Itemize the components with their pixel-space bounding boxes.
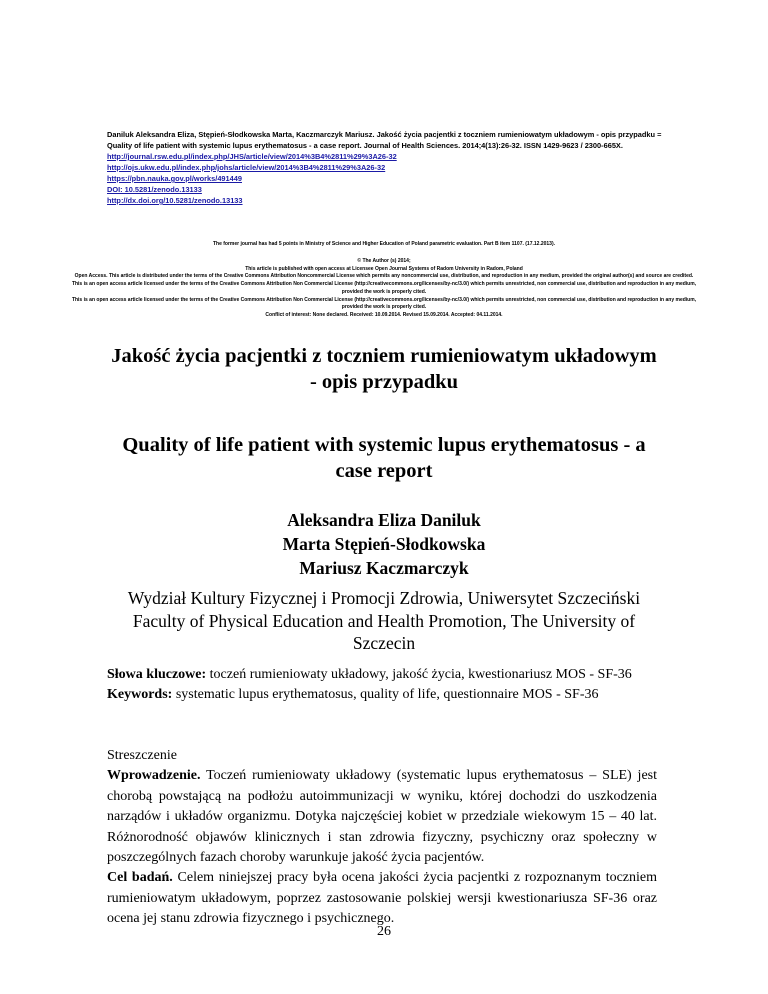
author-list: [107, 508, 661, 580]
license-open-access-2: This is an open access article licensed under the terms of the Creative Commons Attribution Non Commercial License (http://creativecommons.org/licenses/by-nc/3.0/) which permits unrestricted, non commercial use, distribution and reproduction in any medium, provided the work is properly cited.: [71, 296, 697, 311]
affiliation: Wydział Kultury Fizycznej i Promocji Zdrowia, Uniwersytet Szczeciński Faculty of Physical Education and Health Promotion, The University of Szczecin: [127, 588, 641, 653]
citation-block: [107, 129, 667, 206]
abstract-intro: [107, 766, 657, 868]
author-name: Mariusz Kaczmarczyk: [299, 558, 469, 578]
license-published: This article is published with open access at Licensee Open Journal Systems of Radom University in Radom, Poland: [245, 265, 523, 272]
abstract-aim: [107, 868, 657, 929]
keywords-en-text: systematic lupus erythematosus, quality of life, questionnaire MOS - SF-36: [175, 687, 599, 703]
ojs-link[interactable]: http://ojs.ukw.edu.pl/index.php/johs/article/view/2014%3B4%2811%29%3A26-32: [107, 163, 386, 172]
aim-text: Celem niniejszej pracy była ocena jakości życia pacjentki z rozpoznanym toczniem rumieniowatym układowym, poprzez zastosowanie polskiej wersji kwestionariusza SF-36 oraz ocena jej stanu zdrowia fizycznego i psychicznego.: [107, 870, 658, 927]
page-number: 26: [377, 924, 391, 939]
license-open-access: Open Access. This article is distributed under the terms of the Creative Commons Attribution Noncommercial License which permits any noncommercial use, distribution, and reproduction in any medium, provided the original author(s) and source are credited. This is an open access article licensed under the terms of the Creative Commons Attribution Non Commercial License (http://creativecommons.org/licenses/by-nc/3.0/) which permits unrestricted, non commercial use, distribution and reproduction in any medium, provided the work is properly cited.: [71, 273, 697, 295]
doi-url-link[interactable]: http://dx.doi.org/10.5281/zenodo.13133: [107, 196, 243, 205]
doi-link[interactable]: DOI: 10.5281/zenodo.13133: [107, 185, 202, 194]
keywords-pl-label: Słowa kluczowe:: [107, 667, 207, 682]
license-block: [70, 258, 698, 320]
aim-label: Cel badań.: [107, 870, 173, 886]
keywords-pl-text: toczeń rumieniowaty układowy, jakość życia, kwestionariusz MOS - SF-36: [209, 667, 632, 682]
license-conflict: Conflict of interest: None declared. Received: 10.09.2014. Revised 15.09.2014. Accepted: 04.11.2014.: [265, 311, 503, 318]
abstract-block: [107, 746, 657, 930]
keywords-english: [107, 685, 657, 705]
intro-label: Wprowadzenie.: [107, 768, 201, 784]
author-name: Marta Stępień-Słodkowska: [282, 534, 486, 554]
keywords-en-label: Keywords:: [107, 687, 173, 703]
title-polish: Jakość życia pacjentki z toczniem rumieniowatym układowym - opis przypadku: [111, 345, 657, 393]
journal-note: The former journal has had 5 points in Ministry of Science and Higher Education of Poland parametric evaluation. Part B item 1107. (17.12.2013).: [212, 241, 556, 247]
title-english: Quality of life patient with systemic lupus erythematosus - a case report: [122, 434, 646, 482]
journal-link[interactable]: http://journal.rsw.edu.pl/index.php/JHS/article/view/2014%3B4%2811%29%3A26-32: [107, 152, 397, 161]
keywords-block: [107, 665, 657, 706]
intro-text: Toczeń rumieniowaty układowy (systematic lupus erythematosus – SLE) jest chorobą powstającą na podłożu autoimmunizacji w wyniku, której dochodzi do uszkodzenia narządów i układów organizmu. Dotyka najczęściej kobiet w przedziale wiekowym 15 – 40 lat. Różnorodność objawów klinicznych i stan zdrowia fizyczny, psychiczny oraz społeczny w poszczególnych fazach choroby warunkuje jakość życia pacjentów.: [107, 768, 658, 866]
citation-links: [107, 151, 667, 206]
citation-text: Daniluk Aleksandra Eliza, Stępień-Słodkowska Marta, Kaczmarczyk Mariusz. Jakość życia pacjentki z toczniem rumieniowatym układowym - opis przypadku = Quality of life patient with systemic lupus erythematosus - a case report. Journal of Health Sciences. 2014;4(13):26-32. ISSN 1429-9623 / 2300-665X.: [107, 130, 662, 150]
keywords-polish: [107, 665, 657, 685]
pbn-link[interactable]: https://pbn.nauka.gov.pl/works/491449: [107, 174, 242, 183]
author-name: Aleksandra Eliza Daniluk: [287, 510, 481, 530]
abstract-heading: Streszczenie: [107, 748, 177, 763]
license-copyright: © The Author (s) 2014;: [357, 258, 411, 264]
